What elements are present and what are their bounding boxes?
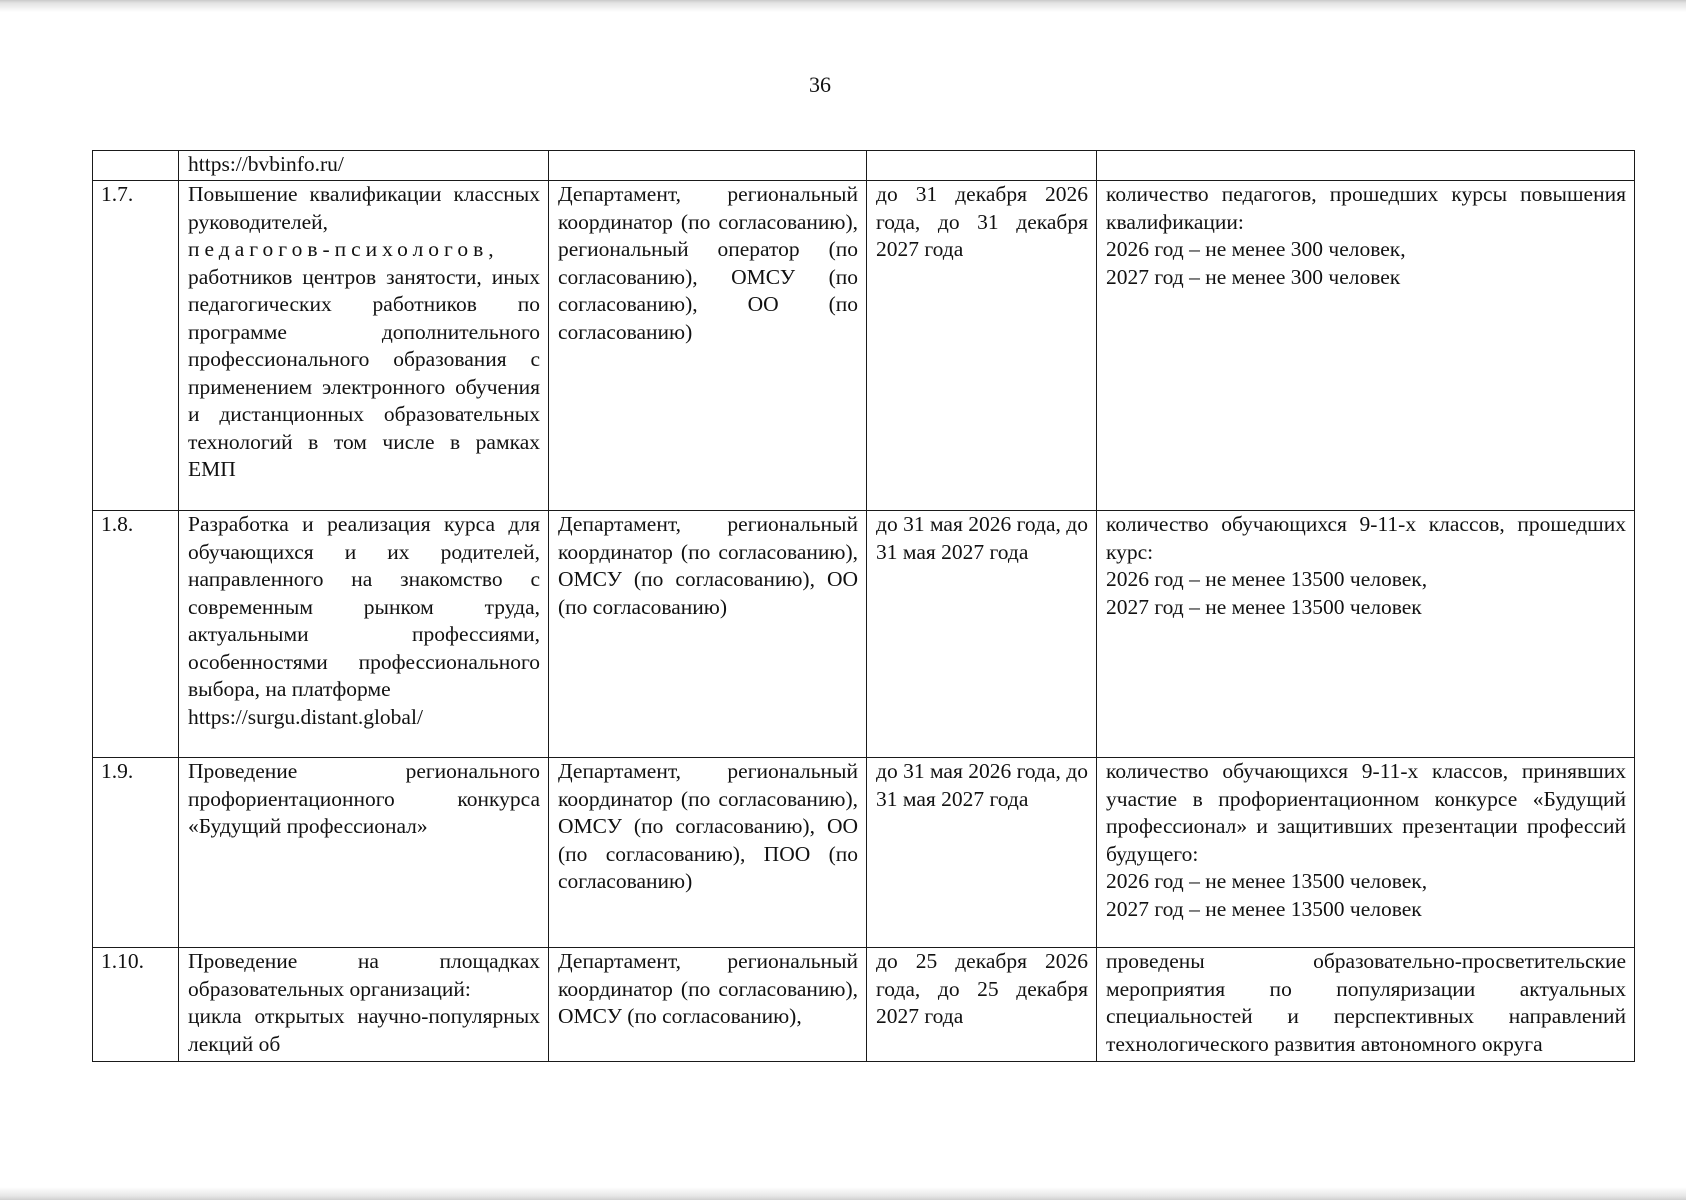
indicator-text: 2026 год – не менее 13500 человек, <box>1106 567 1428 591</box>
indicator-text: количество обучающихся 9-11-х классов, принявших участие в профориентационном конкурсе «Будущий профессионал» и защитивших презентации профессий будущего: <box>1106 759 1626 866</box>
indicator-text: проведены образовательно-просветительские мероприятия по популяризации актуальных специальностей и перспективных направлений технологического развития автономного округа <box>1106 949 1626 1056</box>
indicator-cell <box>1097 511 1635 758</box>
scan-edge-top <box>0 0 1686 14</box>
indicator-text: 2026 год – не менее 300 человек, <box>1106 237 1406 261</box>
row-number: 1.7. <box>93 181 179 511</box>
event-link: https://surgu.distant.global/ <box>188 704 423 729</box>
row-number <box>93 151 179 181</box>
indicator-cell <box>1097 181 1635 511</box>
responsible-cell: Департамент, региональный координатор (по согласованию), региональный оператор (по согласованию), ОМСУ (по согласованию), ОО (по согласованию) <box>549 181 867 511</box>
indicator-cell <box>1097 758 1635 948</box>
indicator-text: 2026 год – не менее 13500 человек, <box>1106 869 1428 893</box>
responsible-cell: Департамент, региональный координатор (по согласованию), ОМСУ (по согласованию), <box>549 948 867 1062</box>
deadline-cell: до 31 декабря 2026 года, до 31 декабря 2027 года <box>867 181 1097 511</box>
deadline-cell: до 25 декабря 2026 года, до 25 декабря 2027 года <box>867 948 1097 1062</box>
indicator-text: 2027 год – не менее 13500 человек <box>1106 594 1422 619</box>
row-number: 1.9. <box>93 758 179 948</box>
event-link: https://bvbinfo.ru/ <box>188 152 344 176</box>
event-cell <box>179 181 549 511</box>
plan-table <box>92 150 1635 1062</box>
deadline-cell <box>867 151 1097 181</box>
table-row <box>93 758 1635 948</box>
event-cell <box>179 948 549 1062</box>
table-row <box>93 151 1635 181</box>
table-row <box>93 511 1635 758</box>
indicator-text: количество обучающихся 9-11-х классов, прошедших курс: <box>1106 512 1626 564</box>
event-text: Проведение на площадках образовательных организаций: <box>188 949 540 1001</box>
event-text: Проведение регионального профориентационного конкурса «Будущий профессионал» <box>188 759 540 838</box>
event-text: Повышение квалификации классных руководителей, <box>188 182 540 234</box>
responsible-cell: Департамент, региональный координатор (по согласованию), ОМСУ (по согласованию), ОО (по согласованию) <box>549 511 867 758</box>
deadline-cell: до 31 мая 2026 года, до 31 мая 2027 года <box>867 511 1097 758</box>
indicator-cell <box>1097 948 1635 1062</box>
indicator-text: 2027 год – не менее 300 человек <box>1106 264 1401 289</box>
indicator-cell <box>1097 151 1635 181</box>
table-row <box>93 948 1635 1062</box>
indicator-text: 2027 год – не менее 13500 человек <box>1106 896 1422 921</box>
event-text: педагогов-психологов, <box>188 237 499 261</box>
responsible-cell <box>549 151 867 181</box>
event-text: цикла открытых научно-популярных лекций об <box>188 1004 540 1056</box>
row-number: 1.8. <box>93 511 179 758</box>
indicator-text: количество педагогов, прошедших курсы повышения квалификации: <box>1106 182 1626 234</box>
responsible-cell: Департамент, региональный координатор (по согласованию), ОМСУ (по согласованию), ОО (по согласованию), ПОО (по согласованию) <box>549 758 867 948</box>
event-cell <box>179 151 549 181</box>
row-number: 1.10. <box>93 948 179 1062</box>
table-row <box>93 181 1635 511</box>
event-text: Разработка и реализация курса для обучающихся и их родителей, направленного на знакомство с современным рынком труда, актуальными профессиями, особенностями профессионального выбора, на платформе <box>188 512 540 701</box>
event-cell <box>179 758 549 948</box>
page-number: 36 <box>809 72 831 97</box>
scan-edge-bottom <box>0 1186 1686 1200</box>
deadline-cell: до 31 мая 2026 года, до 31 мая 2027 года <box>867 758 1097 948</box>
event-cell <box>179 511 549 758</box>
event-text: работников центров занятости, иных педагогических работников по программе дополнительного профессионального образования с применением электронного обучения и дистанционных образовательных технологий в том числе в рамках ЕМП <box>188 264 540 481</box>
